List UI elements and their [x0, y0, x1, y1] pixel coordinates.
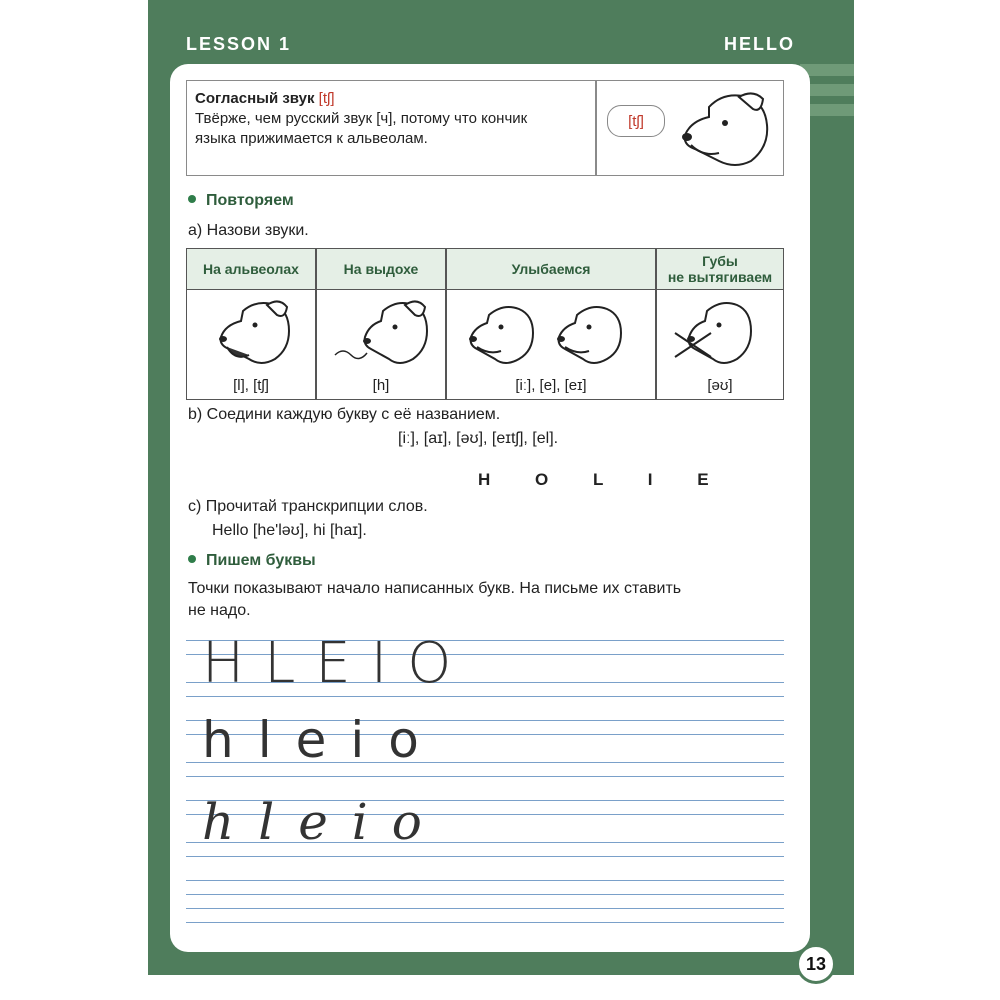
dog-icon	[669, 87, 777, 171]
dog-smile-icon	[465, 301, 641, 371]
table-header-alveolar: На альвеолах	[203, 261, 299, 277]
sound-smile: [iː], [e], [eɪ]	[515, 377, 587, 394]
topic-label: HELLO	[724, 34, 795, 54]
task-b: b) Соедини каждую букву с её названием.	[188, 406, 501, 423]
lesson-label: LESSON 1	[186, 34, 292, 54]
info-line-1: Твёрже, чем русский звук [ч], потому что кончик	[195, 110, 528, 127]
sound-exhale: [h]	[372, 377, 390, 394]
table-header-exhale: На выдохе	[343, 261, 419, 277]
writing-note-line-1: Точки показывают начало написанных букв. На письме их ставить	[188, 580, 682, 597]
dog-exhale-icon	[327, 297, 437, 371]
dog-icon	[213, 297, 293, 371]
sound-alveolar: [l], [tʃ]	[233, 377, 269, 394]
info-title: Согласный звук	[195, 90, 315, 107]
writing-note-line-2: не надо.	[188, 602, 251, 619]
page-number: 13	[796, 944, 836, 984]
task-c: c) Прочитай транскрипции слов.	[188, 498, 428, 515]
table-header-lips	[657, 249, 783, 289]
table-header-smile: Улыбаемся	[511, 261, 591, 277]
info-title-symbol: [tʃ]	[318, 90, 335, 107]
info-box	[186, 80, 784, 176]
uppercase-letters: HLEIO	[202, 631, 472, 696]
dog-lips-icon	[667, 297, 775, 371]
info-text	[195, 89, 595, 149]
info-line-2: языка прижимается к альвеолам.	[195, 130, 428, 147]
letter-names: [iː], [aɪ], [əʊ], [eɪtʃ], [el].	[398, 430, 559, 447]
task-c-words: Hello [he'ləʊ], hi [haɪ].	[212, 522, 367, 539]
letters-row: H O L I E	[478, 470, 729, 489]
table-header-lips-line2: не вытягиваем	[667, 269, 773, 285]
task-a: a) Назови звуки.	[188, 222, 309, 239]
cursive-letters: hleio	[202, 793, 446, 851]
table-header-lips-line1: Губы	[702, 253, 738, 269]
sounds-table	[186, 248, 784, 400]
lowercase-letters: hleio	[202, 711, 443, 769]
section-repeat-heading: Повторяем	[188, 192, 294, 210]
info-divider	[595, 81, 597, 175]
speech-bubble: [tʃ]	[607, 105, 665, 137]
section-writing-heading: Пишем буквы	[188, 552, 316, 570]
sound-lips: [əʊ]	[707, 377, 733, 394]
